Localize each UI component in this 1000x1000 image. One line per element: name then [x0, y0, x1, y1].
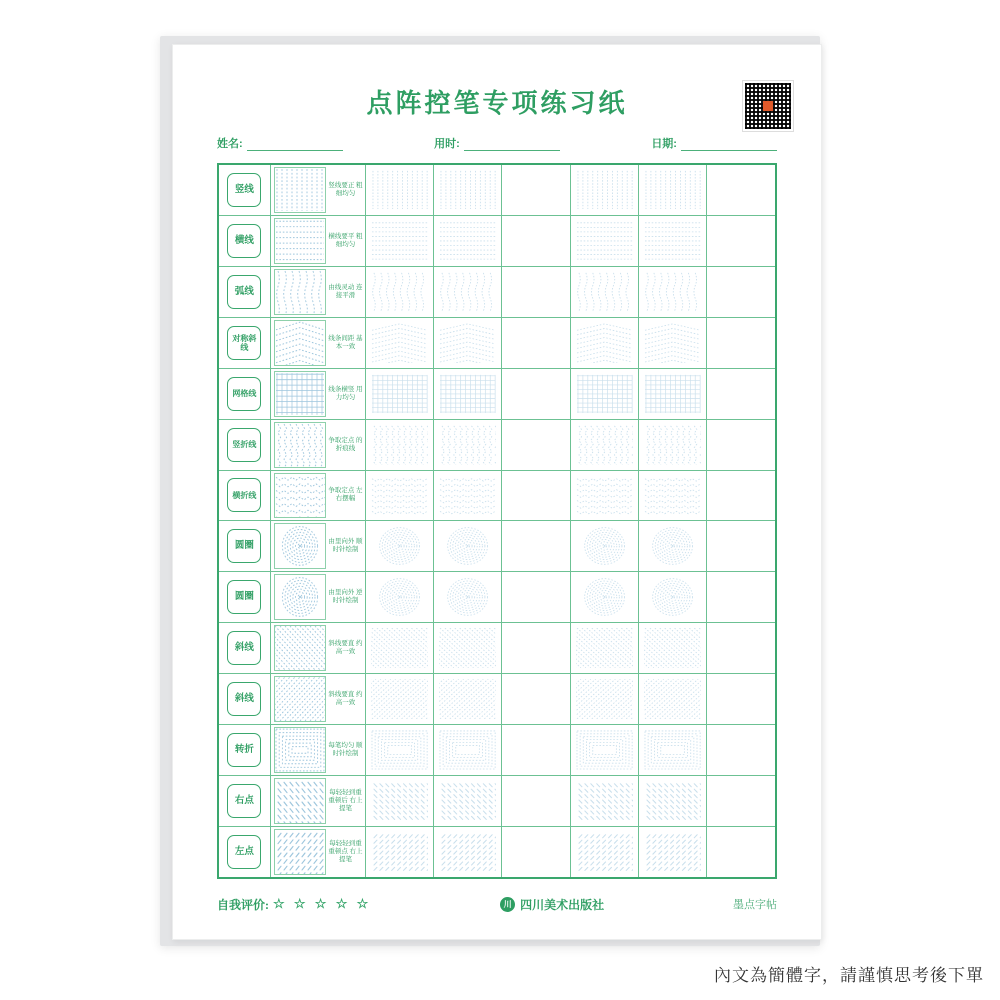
practice-square[interactable]: [571, 521, 639, 571]
practice-square[interactable]: [434, 165, 502, 215]
practice-row: [219, 827, 775, 877]
practice-square[interactable]: [502, 318, 570, 368]
practice-square[interactable]: [571, 318, 639, 368]
practice-pattern: [371, 272, 428, 312]
practice-row: [219, 572, 775, 623]
row-tip: 线条横竖 用力均匀: [328, 385, 363, 401]
practice-pattern: [439, 272, 496, 312]
row-demo-cell: [271, 572, 366, 622]
practice-square[interactable]: [571, 827, 639, 877]
field-duration-label: 用时:: [434, 138, 460, 150]
row-demo-cell: [271, 369, 366, 419]
row-label-cell: [219, 471, 271, 521]
row-label: 竖折线: [227, 428, 261, 462]
practice-grid: [217, 163, 777, 879]
row-label-cell: [219, 369, 271, 419]
field-name: [217, 135, 343, 151]
practice-square[interactable]: [571, 776, 639, 826]
row-label: 对称斜线: [227, 326, 261, 360]
star-rating[interactable]: ☆ ☆ ☆ ☆ ☆: [273, 896, 372, 911]
practice-square[interactable]: [502, 674, 570, 724]
practice-square[interactable]: [502, 521, 570, 571]
demo-sample: [274, 727, 326, 773]
practice-row: [219, 521, 775, 572]
practice-square[interactable]: [639, 521, 707, 571]
practice-pattern: [576, 628, 633, 668]
practice-pattern: [644, 679, 701, 719]
row-demo-cell: [271, 165, 366, 215]
practice-square[interactable]: [639, 369, 707, 419]
row-tip: 横线要平 粗细均匀: [328, 232, 363, 248]
row-demo-cell: [271, 776, 366, 826]
practice-square[interactable]: [366, 267, 434, 317]
field-name-label: 姓名:: [217, 138, 243, 150]
practice-square[interactable]: [571, 267, 639, 317]
demo-sample: [274, 218, 326, 264]
practice-square[interactable]: [639, 216, 707, 266]
row-demo-cell: [271, 471, 366, 521]
row-label: 斜线: [227, 682, 261, 716]
practice-pattern: [439, 221, 496, 261]
row-demo-cell: [271, 725, 366, 775]
demo-sample: [274, 625, 326, 671]
practice-square[interactable]: [571, 471, 639, 521]
practice-square[interactable]: [434, 471, 502, 521]
field-name-input[interactable]: [247, 138, 343, 151]
practice-pattern: [439, 374, 496, 414]
practice-square[interactable]: [502, 369, 570, 419]
practice-pattern: [371, 374, 428, 414]
row-label-cell: [219, 776, 271, 826]
practice-square[interactable]: [502, 776, 570, 826]
practice-pattern: [576, 526, 633, 566]
practice-square[interactable]: [639, 420, 707, 470]
demo-sample: [274, 778, 326, 824]
row-demo-cell: [271, 674, 366, 724]
practice-square[interactable]: [707, 827, 775, 877]
practice-square[interactable]: [502, 725, 570, 775]
practice-square[interactable]: [434, 420, 502, 470]
practice-pattern: [576, 272, 633, 312]
practice-pattern: [439, 730, 496, 770]
practice-pattern: [644, 272, 701, 312]
practice-square[interactable]: [434, 267, 502, 317]
practice-square[interactable]: [571, 420, 639, 470]
practice-square[interactable]: [502, 267, 570, 317]
practice-pattern: [371, 730, 428, 770]
practice-pattern: [644, 323, 701, 363]
publisher-seal-icon: 川: [500, 897, 515, 912]
row-label-cell: [219, 165, 271, 215]
practice-square[interactable]: [434, 827, 502, 877]
practice-square[interactable]: [707, 216, 775, 266]
field-date-label: 日期:: [651, 138, 677, 150]
practice-square[interactable]: [639, 725, 707, 775]
practice-square[interactable]: [502, 165, 570, 215]
practice-square[interactable]: [434, 369, 502, 419]
publisher-name: 四川美术出版社: [520, 897, 605, 912]
row-tip: 竖线要正 粗细均匀: [328, 181, 363, 197]
row-label: 圆圈: [227, 580, 261, 614]
practice-square[interactable]: [707, 572, 775, 622]
practice-square[interactable]: [502, 471, 570, 521]
practice-pattern: [371, 221, 428, 261]
row-tip: 斜线要直 约高一致: [328, 640, 363, 656]
row-label: 圆圈: [227, 529, 261, 563]
field-duration: [434, 135, 560, 151]
practice-square[interactable]: [502, 827, 570, 877]
demo-sample: [274, 371, 326, 417]
demo-sample: [274, 320, 326, 366]
practice-square[interactable]: [707, 725, 775, 775]
practice-pattern: [644, 577, 701, 617]
practice-square[interactable]: [366, 827, 434, 877]
practice-row: [219, 267, 775, 318]
practice-pattern: [371, 526, 428, 566]
practice-square[interactable]: [707, 521, 775, 571]
practice-pattern: [439, 170, 496, 210]
practice-square[interactable]: [434, 216, 502, 266]
brand-mark: 墨点字帖: [732, 899, 777, 911]
row-label: 转折: [227, 733, 261, 767]
practice-pattern: [439, 323, 496, 363]
row-label-cell: [219, 572, 271, 622]
row-label: 斜线: [227, 631, 261, 665]
demo-sample: [274, 269, 326, 315]
row-tip: 由里向外 顺时针绘制: [328, 538, 363, 554]
qr-code-icon: [743, 81, 793, 131]
row-tip: 每轻轻到重 重顿后 右上提笔: [328, 789, 363, 813]
row-tip: 斜线要直 约高一致: [328, 691, 363, 707]
practice-row: [219, 725, 775, 776]
practice-square[interactable]: [434, 521, 502, 571]
row-demo-cell: [271, 420, 366, 470]
practice-square[interactable]: [366, 725, 434, 775]
practice-square[interactable]: [366, 521, 434, 571]
practice-pattern: [576, 374, 633, 414]
practice-pattern: [439, 476, 496, 516]
row-label: 竖线: [227, 173, 261, 207]
practice-square[interactable]: [639, 165, 707, 215]
demo-sample: [274, 574, 326, 620]
practice-square[interactable]: [502, 420, 570, 470]
practice-pattern: [439, 832, 496, 872]
row-label: 横线: [227, 224, 261, 258]
practice-pattern: [644, 730, 701, 770]
practice-row: [219, 165, 775, 216]
practice-square[interactable]: [366, 165, 434, 215]
practice-square[interactable]: [366, 420, 434, 470]
practice-square[interactable]: [707, 623, 775, 673]
practice-square[interactable]: [366, 471, 434, 521]
practice-pattern: [439, 577, 496, 617]
row-label: 横折线: [227, 478, 261, 512]
practice-square[interactable]: [639, 267, 707, 317]
practice-square[interactable]: [571, 572, 639, 622]
practice-pattern: [644, 628, 701, 668]
practice-square[interactable]: [707, 369, 775, 419]
practice-pattern: [371, 832, 428, 872]
practice-pattern: [371, 476, 428, 516]
practice-pattern: [644, 425, 701, 465]
practice-square[interactable]: [639, 623, 707, 673]
practice-square[interactable]: [366, 216, 434, 266]
practice-pattern: [439, 425, 496, 465]
practice-square[interactable]: [366, 623, 434, 673]
row-label-cell: [219, 674, 271, 724]
practice-pattern: [371, 425, 428, 465]
row-demo-cell: [271, 267, 366, 317]
row-label: 弧线: [227, 275, 261, 309]
practice-square[interactable]: [707, 318, 775, 368]
row-tip: 每笔均匀 顺时针绘制: [328, 742, 363, 758]
practice-square[interactable]: [571, 165, 639, 215]
practice-row: [219, 623, 775, 674]
practice-square[interactable]: [366, 776, 434, 826]
practice-square[interactable]: [639, 674, 707, 724]
practice-pattern: [576, 476, 633, 516]
practice-square[interactable]: [434, 572, 502, 622]
practice-square[interactable]: [639, 827, 707, 877]
field-date-input[interactable]: [681, 138, 777, 151]
practice-square[interactable]: [639, 471, 707, 521]
row-tip: 争取定点 的折痕线: [328, 436, 363, 452]
row-label-cell: [219, 521, 271, 571]
practice-square[interactable]: [502, 572, 570, 622]
practice-square[interactable]: [639, 318, 707, 368]
row-demo-cell: [271, 318, 366, 368]
row-label-cell: [219, 318, 271, 368]
practice-pattern: [576, 323, 633, 363]
practice-pattern: [371, 679, 428, 719]
practice-square[interactable]: [366, 674, 434, 724]
row-demo-cell: [271, 827, 366, 877]
practice-pattern: [644, 526, 701, 566]
bottom-caption: 內文為簡體字，請謹慎思考後下單: [714, 966, 984, 985]
practice-row: [219, 369, 775, 420]
practice-row: [219, 318, 775, 369]
row-tip: 由线灵动 连接平滑: [328, 283, 363, 299]
practice-square[interactable]: [571, 674, 639, 724]
practice-pattern: [644, 374, 701, 414]
row-label-cell: [219, 267, 271, 317]
practice-square[interactable]: [707, 267, 775, 317]
practice-square[interactable]: [639, 572, 707, 622]
self-evaluation: [217, 896, 371, 913]
practice-square[interactable]: [571, 369, 639, 419]
practice-pattern: [576, 170, 633, 210]
practice-pattern: [439, 781, 496, 821]
row-label: 网格线: [227, 377, 261, 411]
practice-pattern: [576, 730, 633, 770]
row-tip: 线条间距 基本一致: [328, 334, 363, 350]
practice-pattern: [371, 781, 428, 821]
practice-square[interactable]: [366, 572, 434, 622]
row-tip: 争取定点 左右摆幅: [328, 487, 363, 503]
practice-pattern: [576, 577, 633, 617]
demo-sample: [274, 167, 326, 213]
practice-square[interactable]: [571, 216, 639, 266]
practice-pattern: [371, 628, 428, 668]
practice-square[interactable]: [434, 318, 502, 368]
practice-square[interactable]: [434, 725, 502, 775]
row-label-cell: [219, 420, 271, 470]
practice-row: [219, 420, 775, 471]
practice-pattern: [644, 170, 701, 210]
row-tip: 由里向外 逆时针绘制: [328, 589, 363, 605]
practice-row: [219, 776, 775, 827]
practice-square[interactable]: [707, 165, 775, 215]
row-label: 右点: [227, 784, 261, 818]
practice-pattern: [371, 170, 428, 210]
row-demo-cell: [271, 216, 366, 266]
practice-square[interactable]: [571, 623, 639, 673]
publisher-credit: [500, 896, 604, 913]
practice-pattern: [644, 832, 701, 872]
row-demo-cell: [271, 623, 366, 673]
practice-row: [219, 216, 775, 267]
row-label-cell: [219, 623, 271, 673]
practice-pattern: [371, 577, 428, 617]
practice-square[interactable]: [707, 776, 775, 826]
demo-sample: [274, 676, 326, 722]
practice-row: [219, 674, 775, 725]
practice-pattern: [439, 679, 496, 719]
info-fields-row: [217, 135, 777, 151]
practice-square[interactable]: [707, 471, 775, 521]
practice-row: [219, 471, 775, 522]
practice-pattern: [439, 526, 496, 566]
practice-pattern: [576, 221, 633, 261]
field-date: [651, 135, 777, 151]
page-footer: [217, 891, 777, 917]
demo-sample: [274, 473, 326, 519]
practice-square[interactable]: [571, 725, 639, 775]
practice-square[interactable]: [434, 674, 502, 724]
practice-square[interactable]: [434, 623, 502, 673]
practice-pattern: [576, 781, 633, 821]
field-duration-input[interactable]: [464, 138, 560, 151]
practice-square[interactable]: [502, 623, 570, 673]
demo-sample: [274, 422, 326, 468]
practice-square[interactable]: [434, 776, 502, 826]
demo-sample: [274, 829, 326, 875]
practice-pattern: [439, 628, 496, 668]
practice-square[interactable]: [707, 674, 775, 724]
practice-pattern: [576, 832, 633, 872]
demo-sample: [274, 523, 326, 569]
practice-pattern: [576, 679, 633, 719]
self-evaluation-label: 自我评价:: [217, 897, 269, 912]
row-label-cell: [219, 216, 271, 266]
row-tip: 每轻轻到重 重顿点 右上提笔: [328, 839, 363, 863]
practice-pattern: [644, 476, 701, 516]
practice-square[interactable]: [502, 216, 570, 266]
row-label-cell: [219, 725, 271, 775]
practice-pattern: [371, 323, 428, 363]
row-demo-cell: [271, 521, 366, 571]
practice-pattern: [644, 781, 701, 821]
row-label: 左点: [227, 835, 261, 869]
practice-square[interactable]: [366, 369, 434, 419]
practice-sheet-page: [172, 44, 822, 940]
practice-pattern: [644, 221, 701, 261]
practice-pattern: [576, 425, 633, 465]
practice-square[interactable]: [707, 420, 775, 470]
page-title: 点阵控笔专项练习纸: [366, 89, 628, 118]
practice-square[interactable]: [366, 318, 434, 368]
practice-square[interactable]: [639, 776, 707, 826]
row-label-cell: [219, 827, 271, 877]
